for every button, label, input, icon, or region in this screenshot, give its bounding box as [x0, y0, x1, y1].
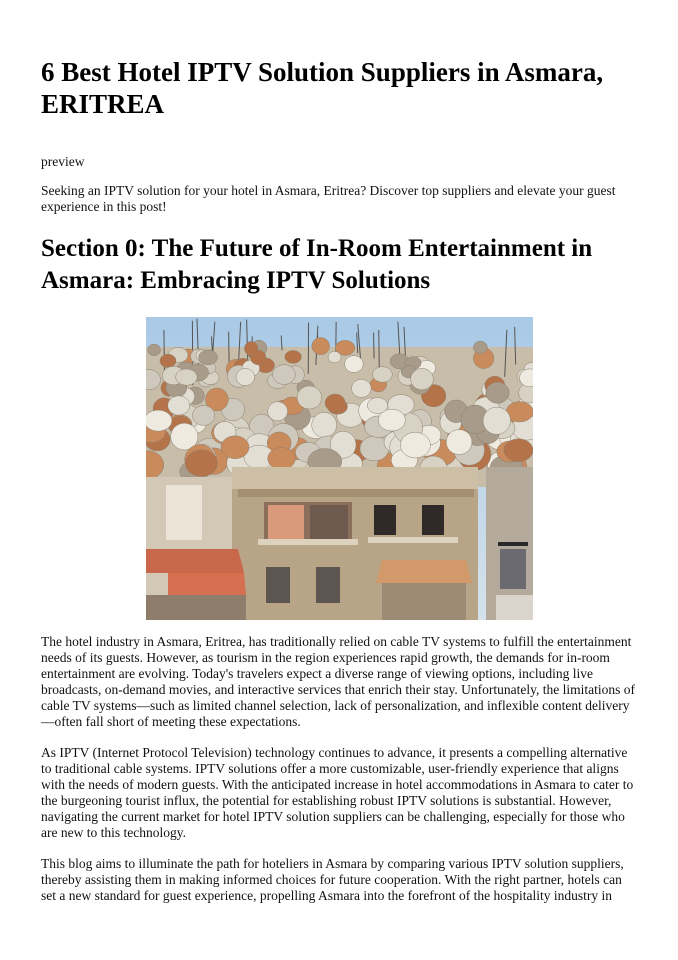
- body-paragraph: As IPTV (Internet Protocol Television) technology continues to advance, it presents a compelling alternative to traditional cable systems. IPTV solutions offer a more customizable, user-friendly experience that aligns with the needs of modern guests. With the anticipated increase in hotel accommodations in Asmara to cater to the burgeoning tourist influx, the potential for establishing robust IPTV solutions is substantial. However, navigating the current market for hotel IPTV solution suppliers can be challenging, especially for those who are new to this technology.: [41, 745, 634, 840]
- satellite-dish: [473, 341, 487, 353]
- satellite-dish: [285, 350, 302, 363]
- satellite-dish: [373, 367, 393, 382]
- rooftop-satellite-dishes-photo: [146, 317, 533, 620]
- satellite-dish: [486, 382, 509, 403]
- satellite-dish: [504, 439, 533, 462]
- red-awning: [146, 549, 244, 573]
- satellite-dish: [146, 410, 172, 431]
- satellite-dish: [199, 350, 218, 365]
- satellite-dish: [160, 354, 176, 367]
- satellite-dish: [268, 402, 288, 421]
- satellite-dish: [400, 432, 430, 458]
- satellite-dish: [148, 344, 161, 356]
- satellite-dish: [483, 407, 510, 434]
- satellite-dish: [328, 351, 341, 363]
- satellite-dish: [236, 368, 254, 385]
- satellite-dish: [185, 450, 217, 477]
- satellite-dish: [176, 369, 198, 385]
- satellite-dish: [411, 368, 434, 389]
- satellite-dish: [244, 341, 258, 355]
- satellite-dish: [352, 379, 372, 397]
- satellite-dish: [312, 412, 337, 437]
- satellite-dish: [446, 430, 472, 455]
- satellite-dish: [325, 394, 345, 412]
- awning: [376, 560, 472, 583]
- satellite-dish: [273, 365, 296, 385]
- preview-label: preview: [41, 154, 85, 169]
- body-paragraph: The hotel industry in Asmara, Eritrea, has traditionally relied on cable TV systems to fulfill the entertainment needs of its guests. However, as tourism in the region experiences rapid growth, the demands for in-room entertainment are evolving. Today's travelers expect a diverse range of viewing options, including live broadcasts, on-demand movies, and interactive services that enrich their stay. Unfortunately, the limitations of cable TV systems—such as limited channel selection, lack of personalization, and inflexible content delivery—often fall short of meeting these expectations.: [41, 634, 635, 729]
- section-heading: Section 0: The Future of In-Room Entertainment in Asmara: Embracing IPTV Solutions: [41, 235, 593, 294]
- article-title: 6 Best Hotel IPTV Solution Suppliers in Asmara, ERITREA: [41, 57, 604, 119]
- photo-illustration: [146, 317, 533, 620]
- satellite-dish: [221, 436, 249, 459]
- satellite-dish: [345, 356, 364, 373]
- satellite-dish: [192, 405, 214, 425]
- satellite-dish: [312, 338, 330, 355]
- intro-paragraph: Seeking an IPTV solution for your hotel in Asmara, Eritrea? Discover top suppliers and elevate your guest experience in this post!: [41, 183, 616, 214]
- body-paragraph: This blog aims to illuminate the path for hoteliers in Asmara by comparing various IPTV solution suppliers, thereby assisting them in making informed choices for future cooperation. With the right partner, hotels can set a new standard for guest experience, propelling Asmara into the forefront of the hospitality industry in: [41, 856, 624, 903]
- satellite-dish: [367, 398, 387, 414]
- satellite-dish: [297, 386, 322, 409]
- satellite-dish: [168, 396, 190, 415]
- satellite-dish: [268, 447, 295, 469]
